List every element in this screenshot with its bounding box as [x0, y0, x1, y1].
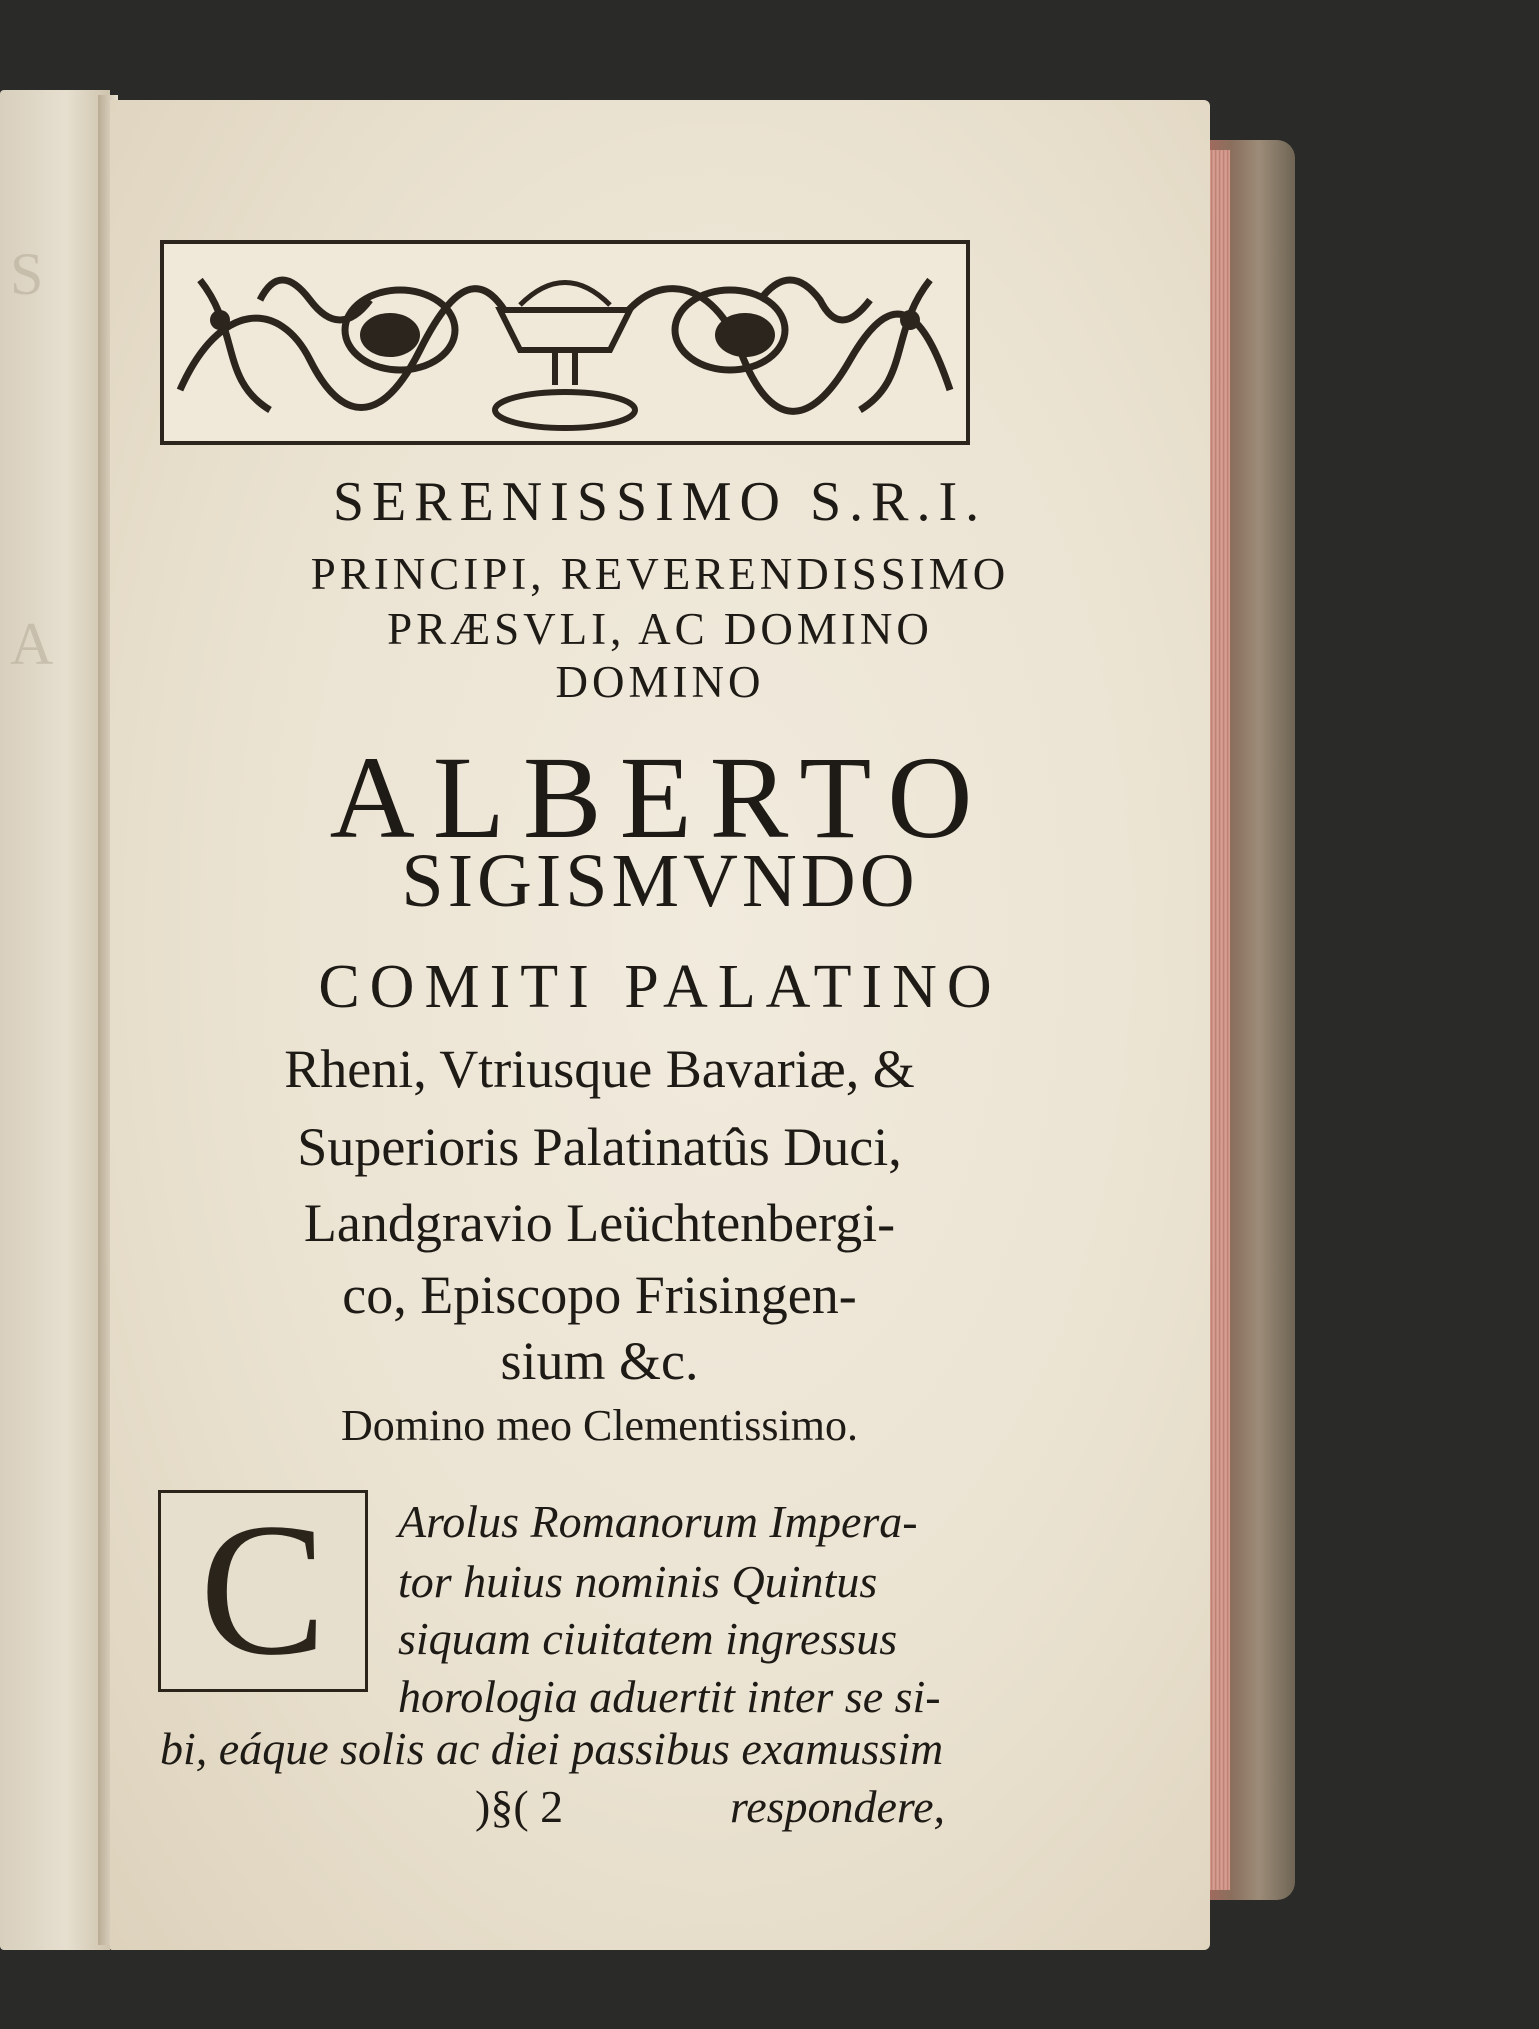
- catchword: respondere,: [730, 1781, 946, 1832]
- initial-letter: C: [199, 1485, 327, 1695]
- titles-line: Rheni, Vtriusque Bavariæ, &: [284, 1039, 915, 1099]
- decorated-initial: [158, 1485, 368, 1695]
- dedicatee-name-second: SIGISMVNDO: [401, 839, 919, 923]
- heading-line: PRINCIPI, REVERENDISSIMO: [310, 549, 1010, 599]
- text-line: horologia aduertit inter se si-: [398, 1671, 941, 1722]
- dedicatee-title: COMITI PALATINO: [318, 953, 1002, 1021]
- text-line: tor huius nominis Quintus: [398, 1556, 878, 1607]
- text-line: siquam ciuitatem ingressus: [398, 1613, 898, 1664]
- titles-line: Superioris Palatinatûs Duci,: [297, 1117, 902, 1177]
- text-line: Arolus Romanorum Impera-: [398, 1496, 918, 1547]
- dedicatee-name: ALBERTO: [329, 732, 991, 863]
- floral-headpiece-ornament-icon: [160, 240, 970, 445]
- heading-line: PRÆSVLI, AC DOMINO: [387, 604, 933, 654]
- text-line: bi, eáque solis ac diei passibus examussim: [160, 1723, 944, 1774]
- titles-line: Landgravio Leüchtenbergi-: [303, 1193, 896, 1253]
- titles-line: sium &c.: [500, 1331, 699, 1391]
- titles-line: co, Episcopo Frisingen-: [342, 1265, 857, 1325]
- signature-mark: )§( 2: [475, 1781, 564, 1832]
- dedication-line: Domino meo Clementissimo.: [341, 1401, 858, 1450]
- left-page-edge: S A: [0, 90, 110, 1950]
- heading-line: DOMINO: [555, 657, 765, 707]
- heading-line: SERENISSIMO S.R.I.: [332, 471, 988, 533]
